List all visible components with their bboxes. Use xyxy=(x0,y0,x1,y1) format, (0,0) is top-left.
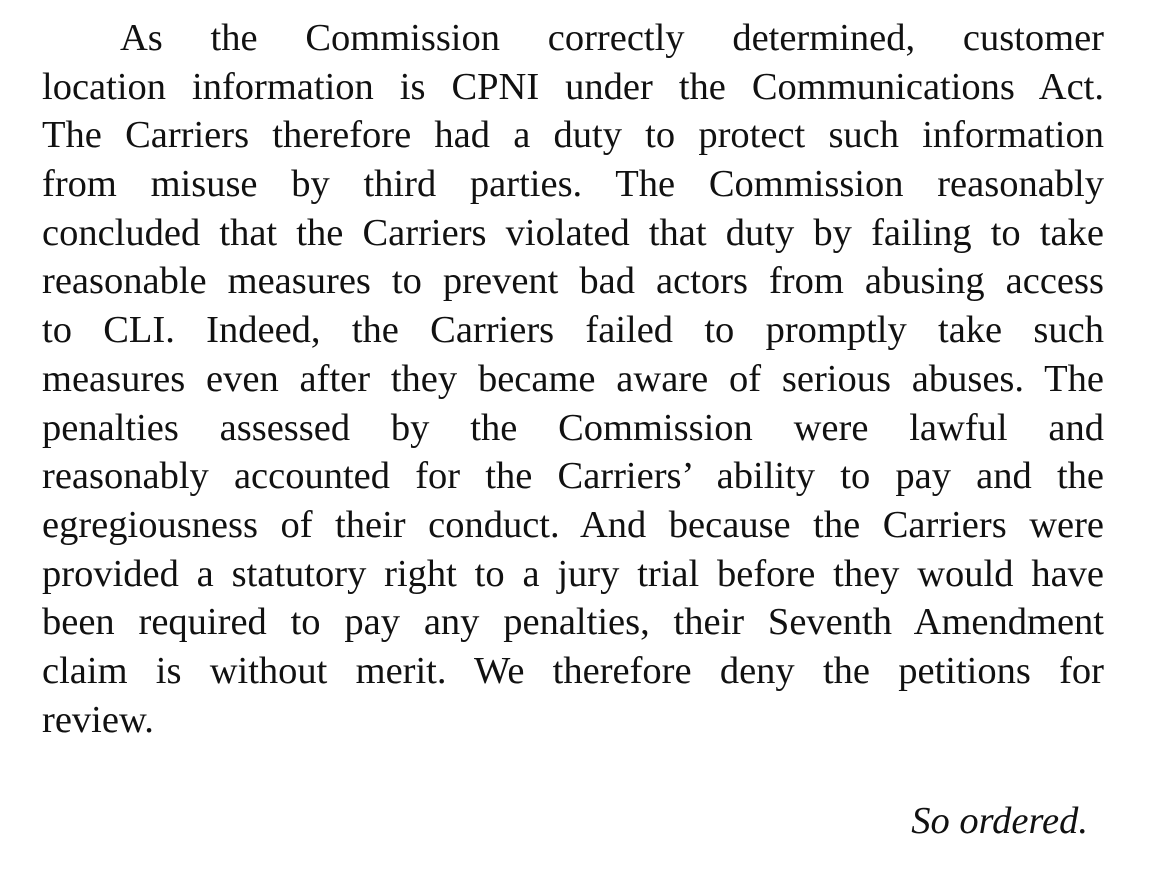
paragraph-line: to CLI. Indeed, the Carriers failed to promptly take such xyxy=(42,309,1104,352)
paragraph-line: As the Commission correctly determined, customer xyxy=(120,17,1104,59)
paragraph-line: concluded that the Carriers violated that duty by failing to take xyxy=(42,211,1104,254)
paragraph-line: reasonable measures to prevent bad actors from abusing access xyxy=(42,260,1104,303)
paragraph-line: The Carriers therefore had a duty to protect such information xyxy=(42,114,1104,157)
paragraph-line: claim is without merit. We therefore deny the petitions for xyxy=(42,649,1104,692)
paragraph-line: review. xyxy=(42,698,154,741)
opinion-paragraph xyxy=(42,14,1104,744)
paragraph-line: been required to pay any penalties, their Seventh Amendment xyxy=(42,601,1104,644)
paragraph-line: from misuse by third parties. The Commission reasonably xyxy=(42,163,1104,206)
paragraph-line: location information is CPNI under the Communications Act. xyxy=(42,65,1104,108)
closing-order: So ordered. xyxy=(911,800,1088,842)
paragraph-line: measures even after they became aware of serious abuses. The xyxy=(42,357,1104,400)
paragraph-line: penalties assessed by the Commission were lawful and xyxy=(42,406,1104,449)
paragraph-line: egregiousness of their conduct. And because the Carriers were xyxy=(42,503,1104,546)
paragraph-line: reasonably accounted for the Carriers’ ability to pay and the xyxy=(42,455,1104,498)
paragraph-line: provided a statutory right to a jury trial before they would have xyxy=(42,552,1104,595)
